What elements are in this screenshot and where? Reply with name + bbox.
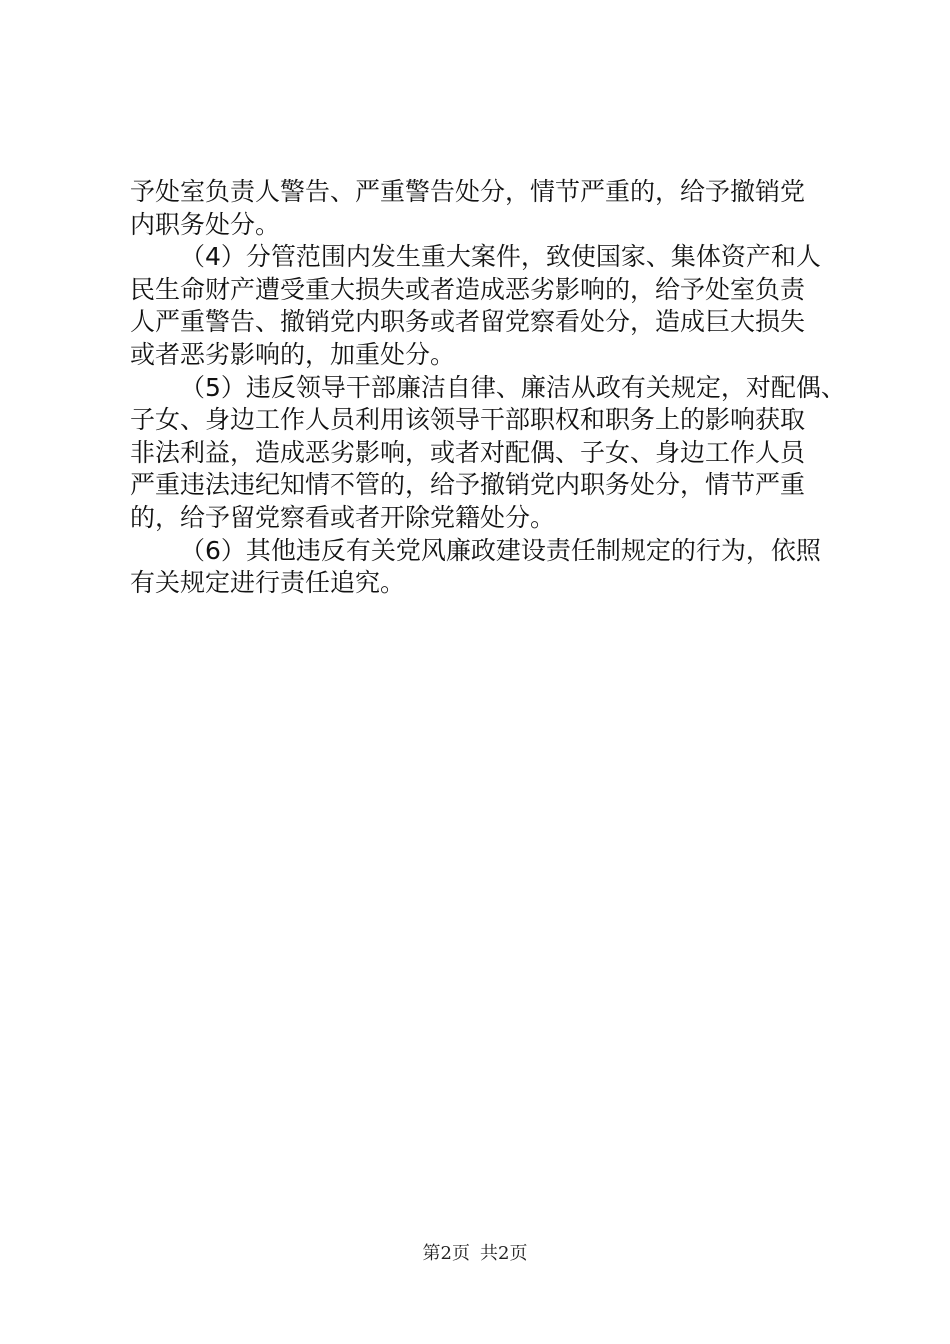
document-body xyxy=(130,176,846,600)
paragraph-1-line-2: 内职务处分。 xyxy=(130,209,281,239)
paragraph-2-line-4: 或者恶劣影响的，加重处分。 xyxy=(130,339,456,369)
paragraph-3-line-4: 严重违法违纪知情不管的，给予撤销党内职务处分，情节严重 xyxy=(130,470,806,500)
current-page-number: 第2页 xyxy=(422,1243,470,1264)
page-footer xyxy=(0,1243,950,1265)
paragraph-3-line-1: （5）违反领导干部廉洁自律、廉洁从政有关规定，对配偶、 xyxy=(180,372,846,402)
paragraph-3-line-3: 非法利益，造成恶劣影响，或者对配偶、子女、身边工作人员 xyxy=(130,437,806,467)
paragraph-2-line-3: 人严重警告、撤销党内职务或者留党察看处分，造成巨大损失 xyxy=(130,307,806,337)
paragraph-2-line-2: 民生命财产遭受重大损失或者造成恶劣影响的，给予处室负责 xyxy=(130,274,806,304)
total-page-count: 共2页 xyxy=(480,1243,528,1264)
paragraph-3-line-5: 的，给予留党察看或者开除党籍处分。 xyxy=(130,502,556,532)
paragraph-4-line-1: （6）其他违反有关党风廉政建设责任制规定的行为，依照 xyxy=(180,535,821,565)
paragraph-2-line-1: （4）分管范围内发生重大案件，致使国家、集体资产和人 xyxy=(180,242,821,272)
paragraph-4-line-2: 有关规定进行责任追究。 xyxy=(130,568,406,598)
paragraph-3-line-2: 子女、身边工作人员利用该领导干部职权和职务上的影响获取 xyxy=(130,405,806,435)
paragraph-1-line-1: 予处室负责人警告、严重警告处分，情节严重的，给予撤销党 xyxy=(130,177,806,206)
